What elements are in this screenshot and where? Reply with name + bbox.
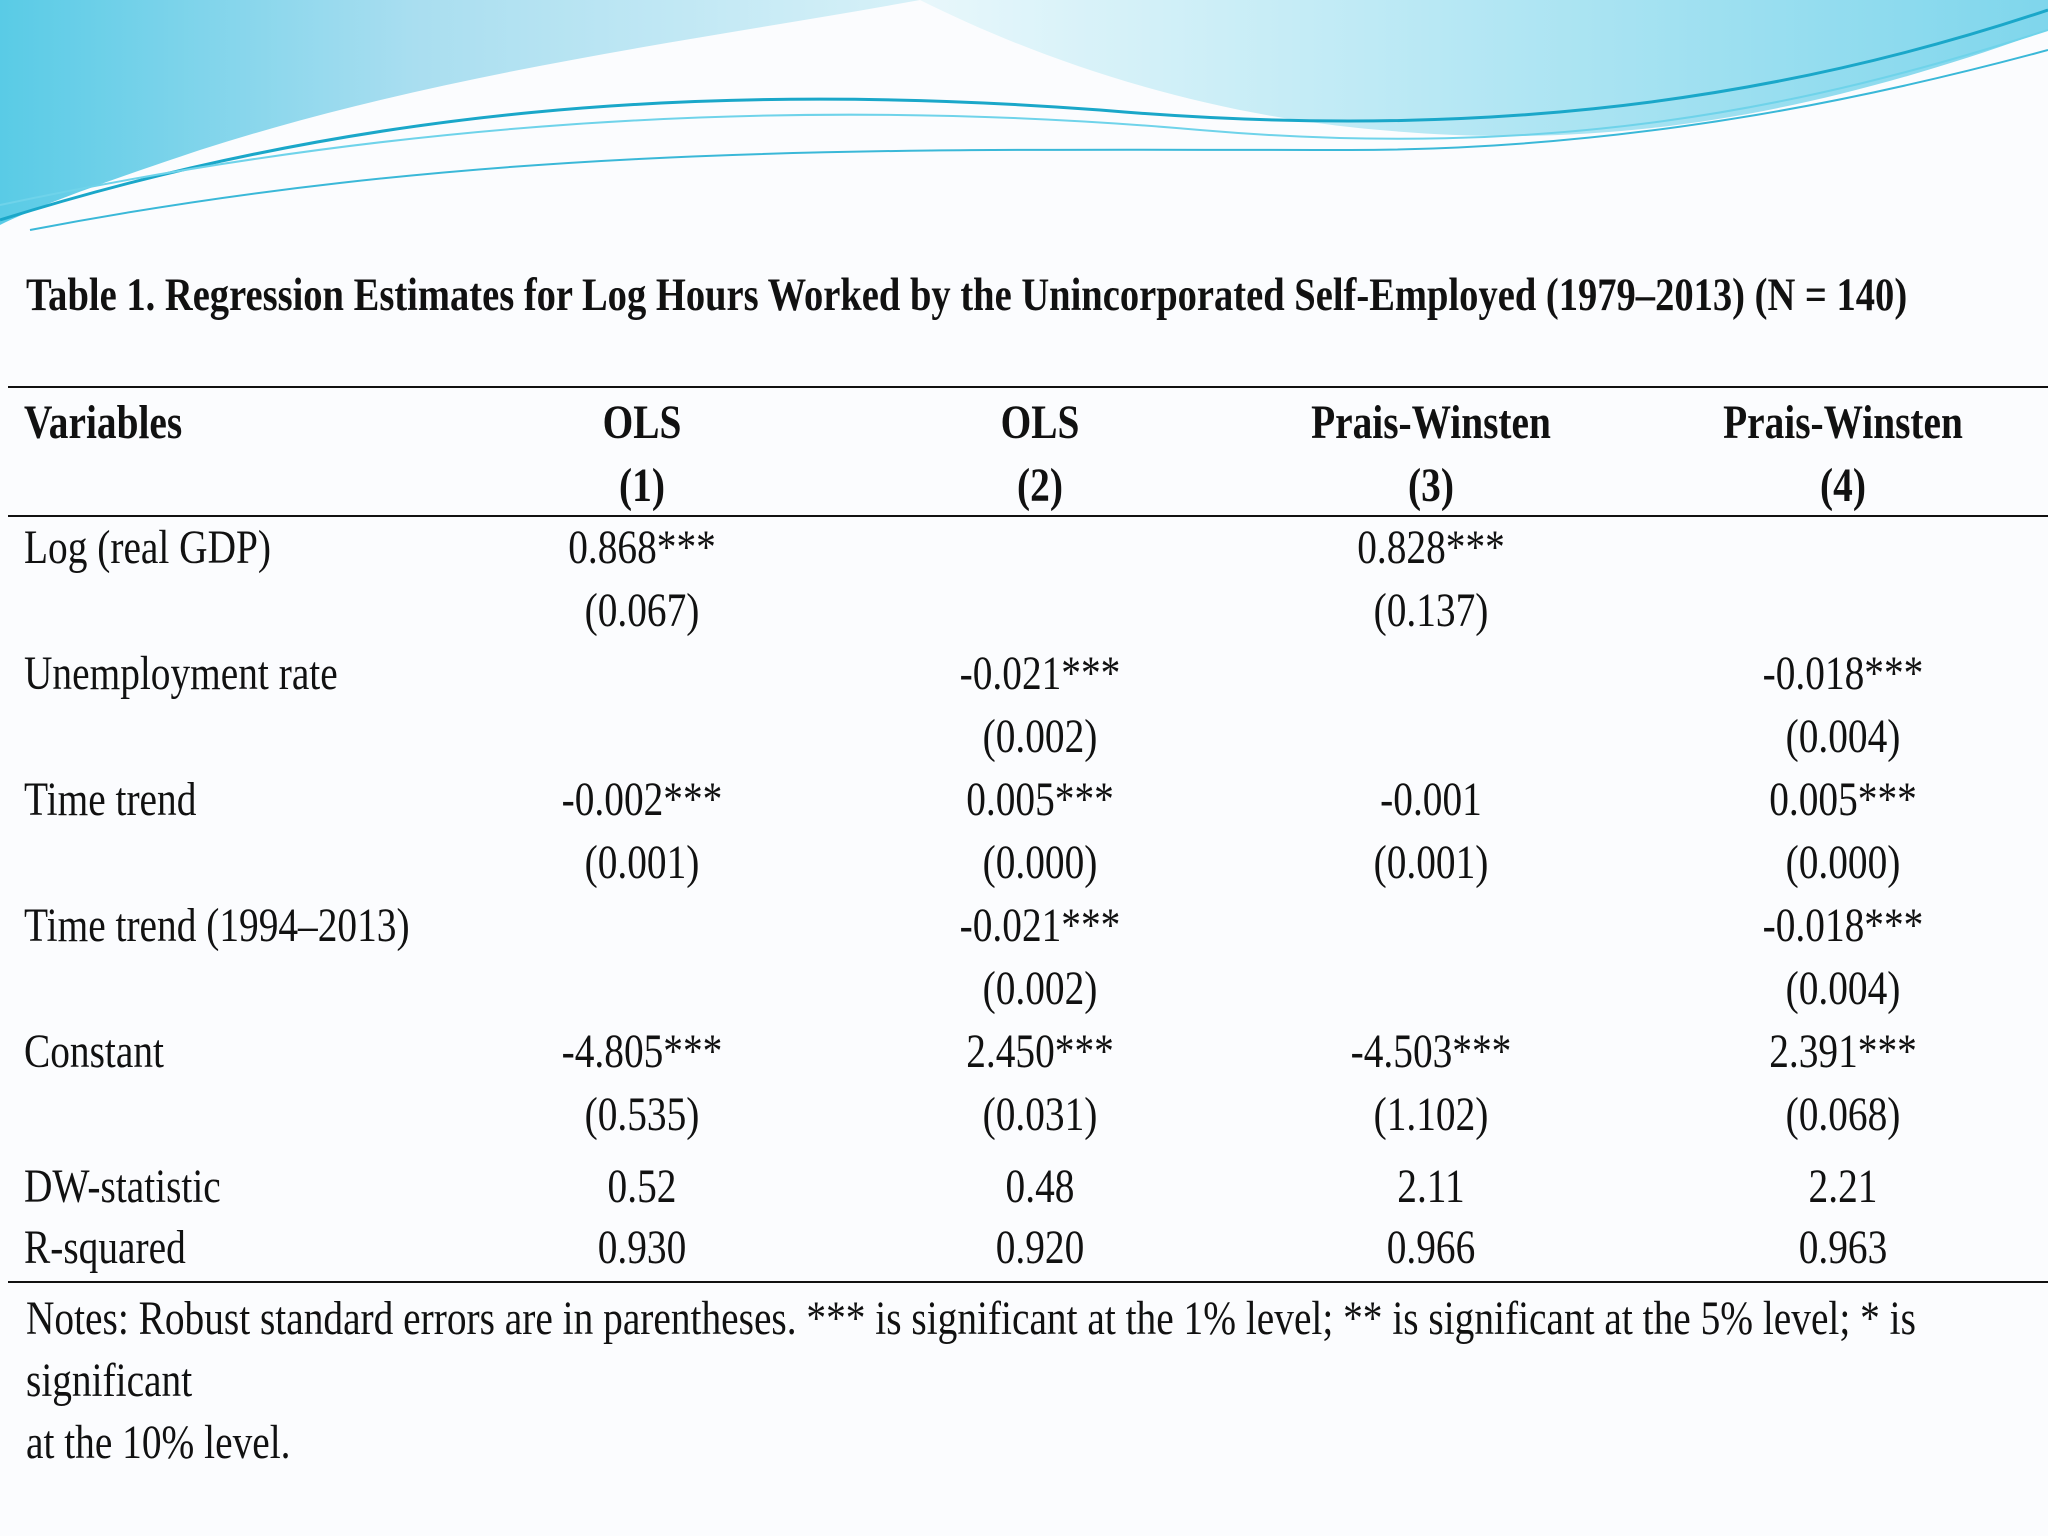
- dw-col3: 2.11: [1397, 1160, 1465, 1213]
- coef-time-trend-col3: -0.001: [1380, 773, 1482, 826]
- coef-constant-col1: -4.805***: [561, 1025, 723, 1078]
- se-time-trend-col2: (0.000): [982, 836, 1098, 889]
- se-constant-col2: (0.031): [982, 1088, 1098, 1141]
- se-unemployment-col4: (0.004): [1785, 710, 1901, 763]
- coef-log-gdp-col1: 0.868***: [568, 521, 716, 574]
- coef-time-trend-col4: 0.005***: [1769, 773, 1917, 826]
- row-label-time-trend: Time trend: [24, 773, 197, 826]
- se-unemployment-col2: (0.002): [982, 710, 1098, 763]
- se-time-trend-col3: (0.001): [1373, 836, 1489, 889]
- r2-col3: 0.966: [1386, 1221, 1476, 1274]
- se-constant-col3: (1.102): [1373, 1088, 1489, 1141]
- coef-constant-col4: 2.391***: [1769, 1025, 1917, 1078]
- coef-constant-col3: -4.503***: [1350, 1025, 1512, 1078]
- table-header-rule: [8, 515, 2048, 517]
- r2-col2: 0.920: [995, 1221, 1085, 1274]
- header-variables: Variables: [24, 396, 183, 449]
- header-col2-method: OLS: [1000, 396, 1080, 449]
- se-constant-col4: (0.068): [1785, 1088, 1901, 1141]
- coef-time-trend-col2: 0.005***: [966, 773, 1114, 826]
- notes-line-2: at the 10% level.: [26, 1416, 291, 1469]
- table-title: Table 1. Regression Estimates for Log Hours Worked by the Unincorporated Self-Employed (1979–2013) (N = 140): [26, 269, 1908, 321]
- dw-col2: 0.48: [1005, 1160, 1075, 1213]
- header-col3-method: Prais-Winsten: [1311, 396, 1551, 449]
- coef-unemployment-col4: -0.018***: [1762, 647, 1924, 700]
- table-bottom-rule: [8, 1281, 2048, 1283]
- coef-time-trend-1994-col4: -0.018***: [1762, 899, 1924, 952]
- coef-unemployment-col2: -0.021***: [959, 647, 1121, 700]
- r2-col4: 0.963: [1798, 1221, 1888, 1274]
- coef-constant-col2: 2.450***: [966, 1025, 1114, 1078]
- dw-col1: 0.52: [607, 1160, 677, 1213]
- header-col4-method: Prais-Winsten: [1723, 396, 1963, 449]
- se-log-gdp-col3: (0.137): [1373, 584, 1489, 637]
- header-col4-number: (4): [1820, 459, 1866, 512]
- decorative-wave-header: [0, 0, 2048, 250]
- row-label-unemployment: Unemployment rate: [24, 647, 338, 700]
- header-col1-method: OLS: [602, 396, 682, 449]
- row-label-log-gdp: Log (real GDP): [24, 521, 272, 574]
- se-time-trend-1994-col2: (0.002): [982, 962, 1098, 1015]
- se-time-trend-col4: (0.000): [1785, 836, 1901, 889]
- header-col1-number: (1): [619, 459, 665, 512]
- row-label-constant: Constant: [24, 1025, 164, 1078]
- coef-time-trend-1994-col2: -0.021***: [959, 899, 1121, 952]
- se-time-trend-col1: (0.001): [584, 836, 700, 889]
- coef-log-gdp-col3: 0.828***: [1357, 521, 1505, 574]
- row-label-dw-statistic: DW-statistic: [24, 1160, 221, 1213]
- dw-col4: 2.21: [1808, 1160, 1878, 1213]
- se-time-trend-1994-col4: (0.004): [1785, 962, 1901, 1015]
- row-label-time-trend-1994: Time trend (1994–2013): [24, 899, 410, 952]
- header-col3-number: (3): [1408, 459, 1454, 512]
- row-label-r-squared: R-squared: [24, 1221, 186, 1274]
- se-log-gdp-col1: (0.067): [584, 584, 700, 637]
- table-top-rule: [8, 386, 2048, 388]
- coef-time-trend-col1: -0.002***: [561, 773, 723, 826]
- table-notes: [26, 1288, 2043, 1474]
- notes-line-1: Notes: Robust standard errors are in parentheses. *** is significant at the 1% level; ** is significant at the 5% level; * is significant: [26, 1292, 1916, 1407]
- header-col2-number: (2): [1017, 459, 1063, 512]
- se-constant-col1: (0.535): [584, 1088, 700, 1141]
- r2-col1: 0.930: [597, 1221, 687, 1274]
